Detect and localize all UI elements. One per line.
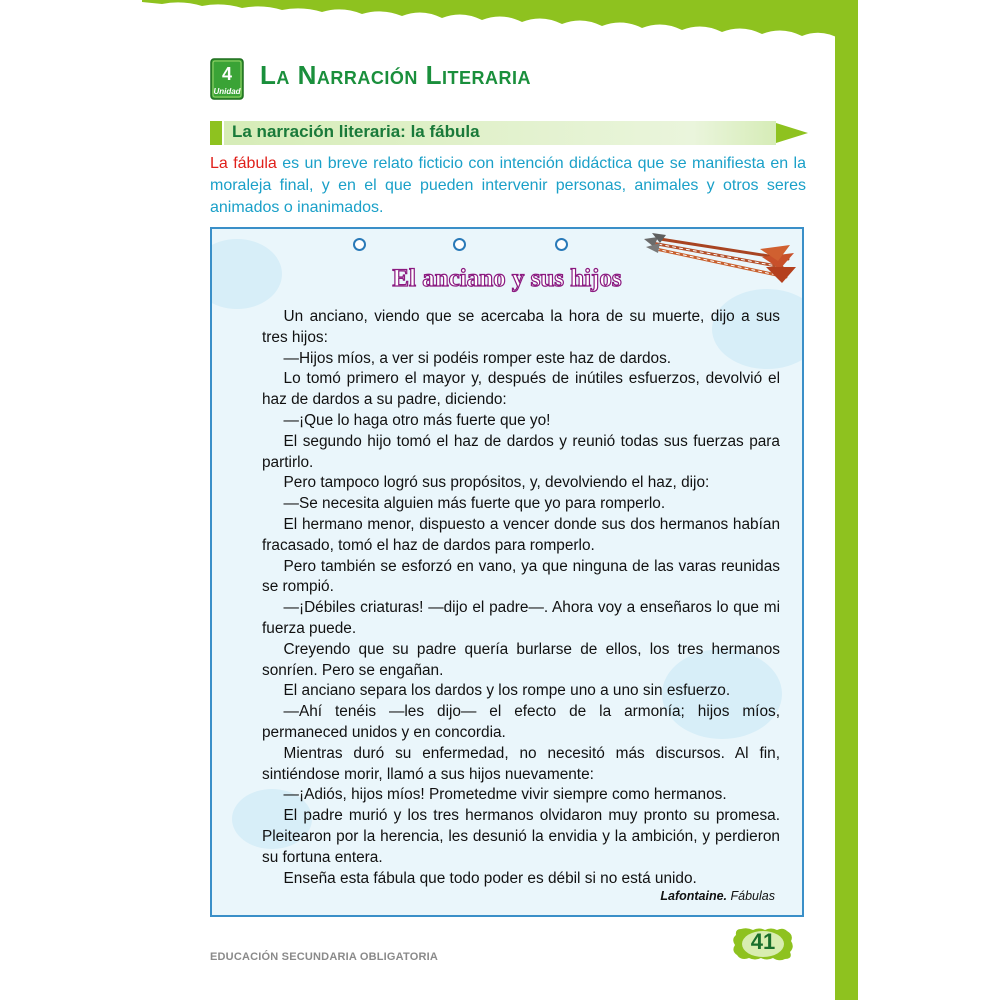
binder-hole — [353, 238, 366, 251]
page-number: 41 — [750, 929, 776, 954]
story-title: El anciano y sus hijos — [392, 265, 622, 292]
unit-number: 4 — [221, 64, 233, 84]
attribution-work: Fábulas — [730, 889, 775, 903]
attribution-author: Lafontaine. — [660, 889, 728, 903]
unit-badge — [210, 58, 246, 102]
top-decorative-band — [142, 0, 858, 40]
story-paragraph: —¡Adiós, hijos míos! Prometedme vivir siempre como hermanos. — [283, 786, 727, 804]
story-paragraph: Creyendo que su padre quería burlarse de ellos, los tres hermanos sonríen. Pero se engañan. — [262, 640, 780, 679]
story-paragraph: El hermano menor, dispuesto a vencer donde sus dos hermanos habían fracasado, tomó el haz de dardos para romperlo. — [262, 515, 780, 554]
story-paragraph: Un anciano, viendo que se acercaba la hora de su muerte, dijo a sus tres hijos: — [262, 308, 780, 346]
binder-hole — [453, 238, 466, 251]
story-paragraph: Mientras duró su enfermedad, no necesitó más discursos. Al fin, sintiéndose morir, llamó a sus hijos nuevamente: — [262, 744, 780, 783]
intro-text: es un breve relato ficticio con intención didáctica que se manifiesta en la moraleja final, y en el que pueden intervenir personas, animales y otros seres animados o inanimados. — [210, 155, 806, 216]
story-paragraph: —Ahí tenéis —les dijo— el efecto de la armonía; hijos míos, permaneced unidos y en concordia. — [262, 703, 780, 741]
story-paragraph: El padre murió y los tres hermanos olvidaron muy pronto su promesa. Pleitearon por la herencia, les desunió la envidia y la ambición, y perdieron su fortuna entera. — [262, 807, 780, 866]
intro-definition — [210, 153, 806, 219]
story-paragraph: —¡Que lo haga otro más fuerte que yo! — [283, 411, 551, 429]
story-paragraph: —¡Débiles criaturas! —dijo el padre—. Ahora voy a enseñaros lo que mi fuerza puede. — [262, 599, 780, 637]
story-box — [210, 227, 804, 917]
story-paragraph: —Se necesita alguien más fuerte que yo para romperlo. — [283, 495, 666, 513]
story-paragraph: El anciano separa los dardos y los rompe uno a uno sin esfuerzo. — [283, 682, 731, 700]
right-side-band — [835, 0, 858, 1000]
story-attribution — [660, 889, 775, 903]
unit-title: La Narración Literaria — [260, 60, 531, 90]
story-paragraph: El segundo hijo tomó el haz de dardos y reunió todas sus fuerzas para partirlo. — [262, 432, 780, 471]
story-body — [262, 307, 780, 889]
intro-highlight: La fábula — [210, 155, 277, 172]
unit-label: Unidad — [213, 87, 241, 96]
binder-hole — [555, 238, 568, 251]
story-paragraph: Enseña esta fábula que todo poder es débil si no está unido. — [283, 869, 697, 887]
story-paragraph: Pero tampoco logró sus propósitos, y, devolviendo el haz, dijo: — [283, 474, 710, 492]
story-paragraph: —Hijos míos, a ver si podéis romper este haz de dardos. — [283, 349, 672, 367]
footer-text: EDUCACIÓN SECUNDARIA OBLIGATORIA — [210, 951, 439, 963]
story-paragraph: Lo tomó primero el mayor y, después de inútiles esfuerzos, devolvió el haz de dardos a su padre, diciendo: — [262, 370, 780, 409]
story-paragraph: Pero también se esforzó en vano, ya que ninguna de las varas reunidas se rompió. — [262, 557, 780, 596]
section-title: La narración literaria: la fábula — [232, 122, 480, 141]
